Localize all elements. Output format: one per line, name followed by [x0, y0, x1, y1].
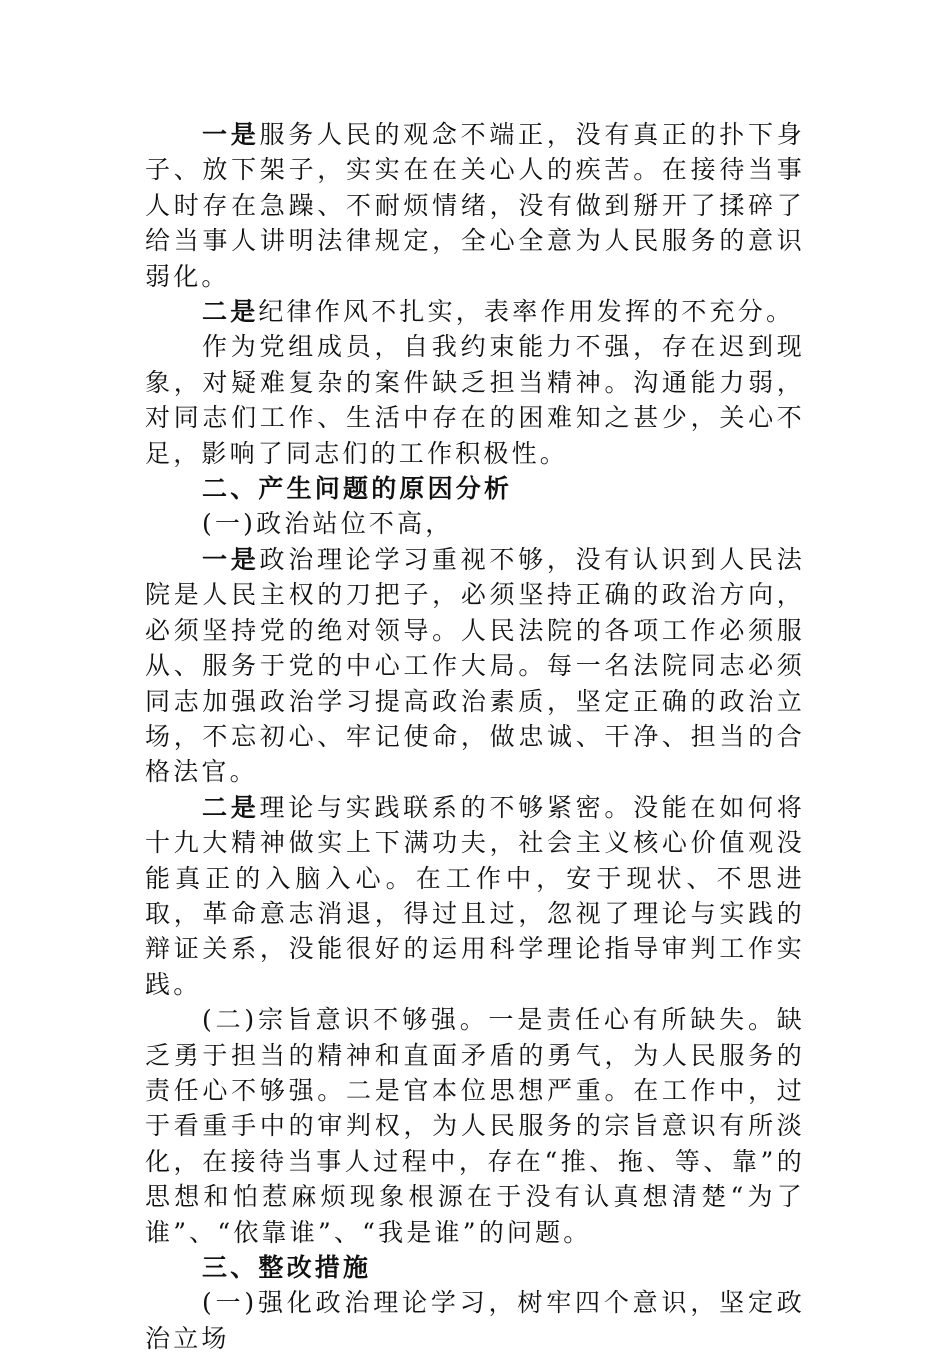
- paragraph: [145, 117, 805, 294]
- paragraph-lead: 二是: [202, 297, 259, 327]
- section-heading: 二、产生问题的原因分析: [202, 474, 513, 504]
- paragraph-lead: 一是: [202, 120, 260, 149]
- paragraph: [145, 542, 805, 790]
- paragraph-lead: 二是: [202, 792, 260, 822]
- paragraph-text: 理论与实践联系的不够紧密。没能在如何将十九大精神做实上下满功夫，社会主义核心价值观没能真正的入脑入心。在工作中，安于现状、不思进取，革命意志消退，得过且过，忽视了理论与实践的辩证关系，没能很好的运用科学理论指导审判工作实践。: [145, 792, 805, 999]
- document-body: [145, 117, 805, 1356]
- paragraph: [145, 790, 805, 1002]
- subsection-title: (一)政治站位不高，: [202, 509, 454, 539]
- paragraph: [145, 1002, 805, 1250]
- subsection-title: (一)强化政治理论学习，树牢四个意识，坚定政治立场: [145, 1288, 805, 1353]
- section-heading: 三、整改措施: [202, 1253, 372, 1282]
- paragraph: [145, 1285, 805, 1356]
- paragraph-text: (二)宗旨意识不够强。一是责任心有所缺失。缺乏勇于担当的精神和直面矛盾的勇气，为人民服务的责任心不够强。二是官本位思想严重。在工作中，过于看重手中的审判权，为人民服务的宗旨意识有所淡化，在接待当事人过程中，存在“推、拖、等、靠”的思想和怕惹麻烦现象根源在于没有认真想清楚“为了谁”、“依靠谁”、“我是谁”的问题。: [145, 1005, 805, 1247]
- paragraph: [145, 506, 805, 541]
- paragraph-text: 政治理论学习重视不够，没有认识到人民法院是人民主权的刀把子，必须坚持正确的政治方向，必须坚持党的绝对领导。人民法院的各项工作必须服从、服务于党的中心工作大局。每一名法院同志必须同志加强政治学习提高政治素质，坚定正确的政治立场，不忘初心、牢记使命，做忠诚、干净、担当的合格法官。: [145, 544, 805, 787]
- paragraph-lead: 一是: [202, 544, 260, 574]
- paragraph-text: 服务人民的观念不端正，没有真正的扑下身子、放下架子，实实在在关心人的疾苦。在接待当事人时存在急躁、不耐烦情绪，没有做到掰开了揉碎了给当事人讲明法律规定，全心全意为人民服务的意识弱化。: [145, 120, 805, 291]
- paragraph: [145, 329, 805, 471]
- paragraph-text: 作为党组成员，自我约束能力不强，存在迟到现象，对疑难复杂的案件缺乏担当精神。沟通能力弱，对同志们工作、生活中存在的困难知之甚少，关心不足，影响了同志们的工作积极性。: [145, 332, 805, 468]
- paragraph: [145, 294, 805, 329]
- paragraph-text: 纪律作风不扎实，表率作用发挥的不充分。: [258, 297, 795, 327]
